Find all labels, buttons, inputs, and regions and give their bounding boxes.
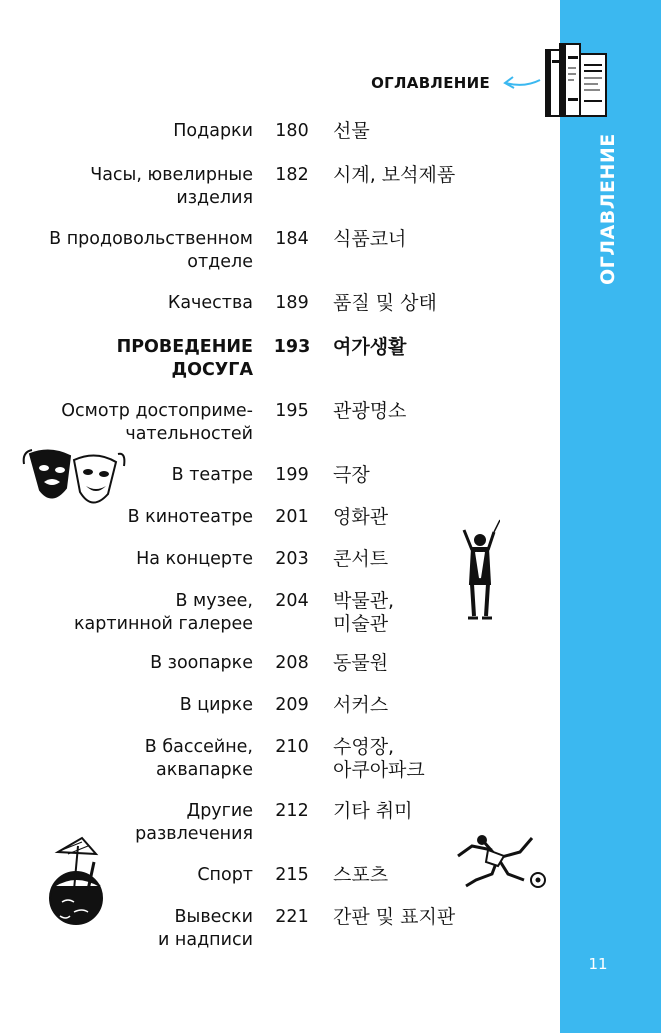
entry-page-number: 212 [275,801,309,821]
entry-page-number: 209 [275,695,309,715]
entry-korean-title: 품질 및 상태 [333,292,437,314]
entry-russian-title: На концерте [136,549,253,569]
entry-page-number: 180 [275,121,309,141]
entry-russian-title: В музее, картинной галерее [73,591,253,634]
entry-russian-title: Спорт [197,865,253,885]
entry-page-number: 195 [275,401,309,421]
entry-page-number: 204 [275,591,309,611]
entry-korean-title: 관광명소 [333,400,407,422]
entry-page-number: 182 [275,165,309,185]
entry-page-number: 208 [275,653,309,673]
entry-korean-title: 여가생활 [333,336,407,358]
entry-page-number: 193 [273,337,311,357]
entry-korean-title: 시계, 보석제품 [333,164,456,186]
entry-russian-title: Вывески и надписи [157,907,253,950]
entry-russian-title: В зоопарке [150,653,253,673]
coconut-drink-icon [44,832,110,928]
entry-page-number: 221 [275,907,309,927]
entry-russian-title: ПРОВЕДЕНИЕ ДОСУГА [116,337,253,380]
entry-russian-title: В кинотеатре [127,507,253,527]
entry-page-number: 189 [275,293,309,313]
entry-page-number: 203 [275,549,309,569]
entry-page-number: 199 [275,465,309,485]
entry-russian-title: В бассейне, аквапарке [144,737,253,780]
conductor-icon [460,518,500,624]
entry-korean-title: 식품코너 [333,228,407,250]
entry-page-number: 184 [275,229,309,249]
entry-page-number: 201 [275,507,309,527]
entry-korean-title: 박물관, 미술관 [333,590,395,635]
entry-korean-title: 선물 [333,120,370,142]
entry-korean-title: 극장 [333,464,370,486]
entry-korean-title: 수영장, 아쿠아파크 [333,736,425,781]
entry-russian-title: Осмотр достоприме- чательностей [61,401,253,444]
entry-russian-title: В продовольственном отделе [49,229,253,272]
entry-korean-title: 서커스 [333,694,389,716]
entry-korean-title: 동물원 [333,652,389,674]
entry-korean-title: 콘서트 [333,548,389,570]
entry-korean-title: 스포츠 [333,864,389,886]
entry-russian-title: Подарки [173,121,253,141]
soccer-player-icon [432,832,548,892]
entry-korean-title: 간판 및 표지판 [333,906,456,928]
entry-russian-title: Качества [167,293,253,313]
header-title: ОГЛАВЛЕНИЕ [371,74,490,92]
entry-russian-title: Часы, ювелирные изделия [90,165,253,208]
books-icon [540,38,610,120]
page-number: 11 [588,955,608,973]
entry-russian-title: В театре [171,465,253,485]
entry-korean-title: 기타 취미 [333,800,413,822]
entry-russian-title: Другие развлечения [135,801,253,844]
entry-page-number: 215 [275,865,309,885]
arrow-icon [500,72,542,94]
entry-page-number: 210 [275,737,309,757]
theater-masks-icon [22,448,126,514]
entry-russian-title: В цирке [179,695,253,715]
entry-korean-title: 영화관 [333,506,389,528]
sidebar-title: ОГЛАВЛЕНИЕ [597,133,619,285]
